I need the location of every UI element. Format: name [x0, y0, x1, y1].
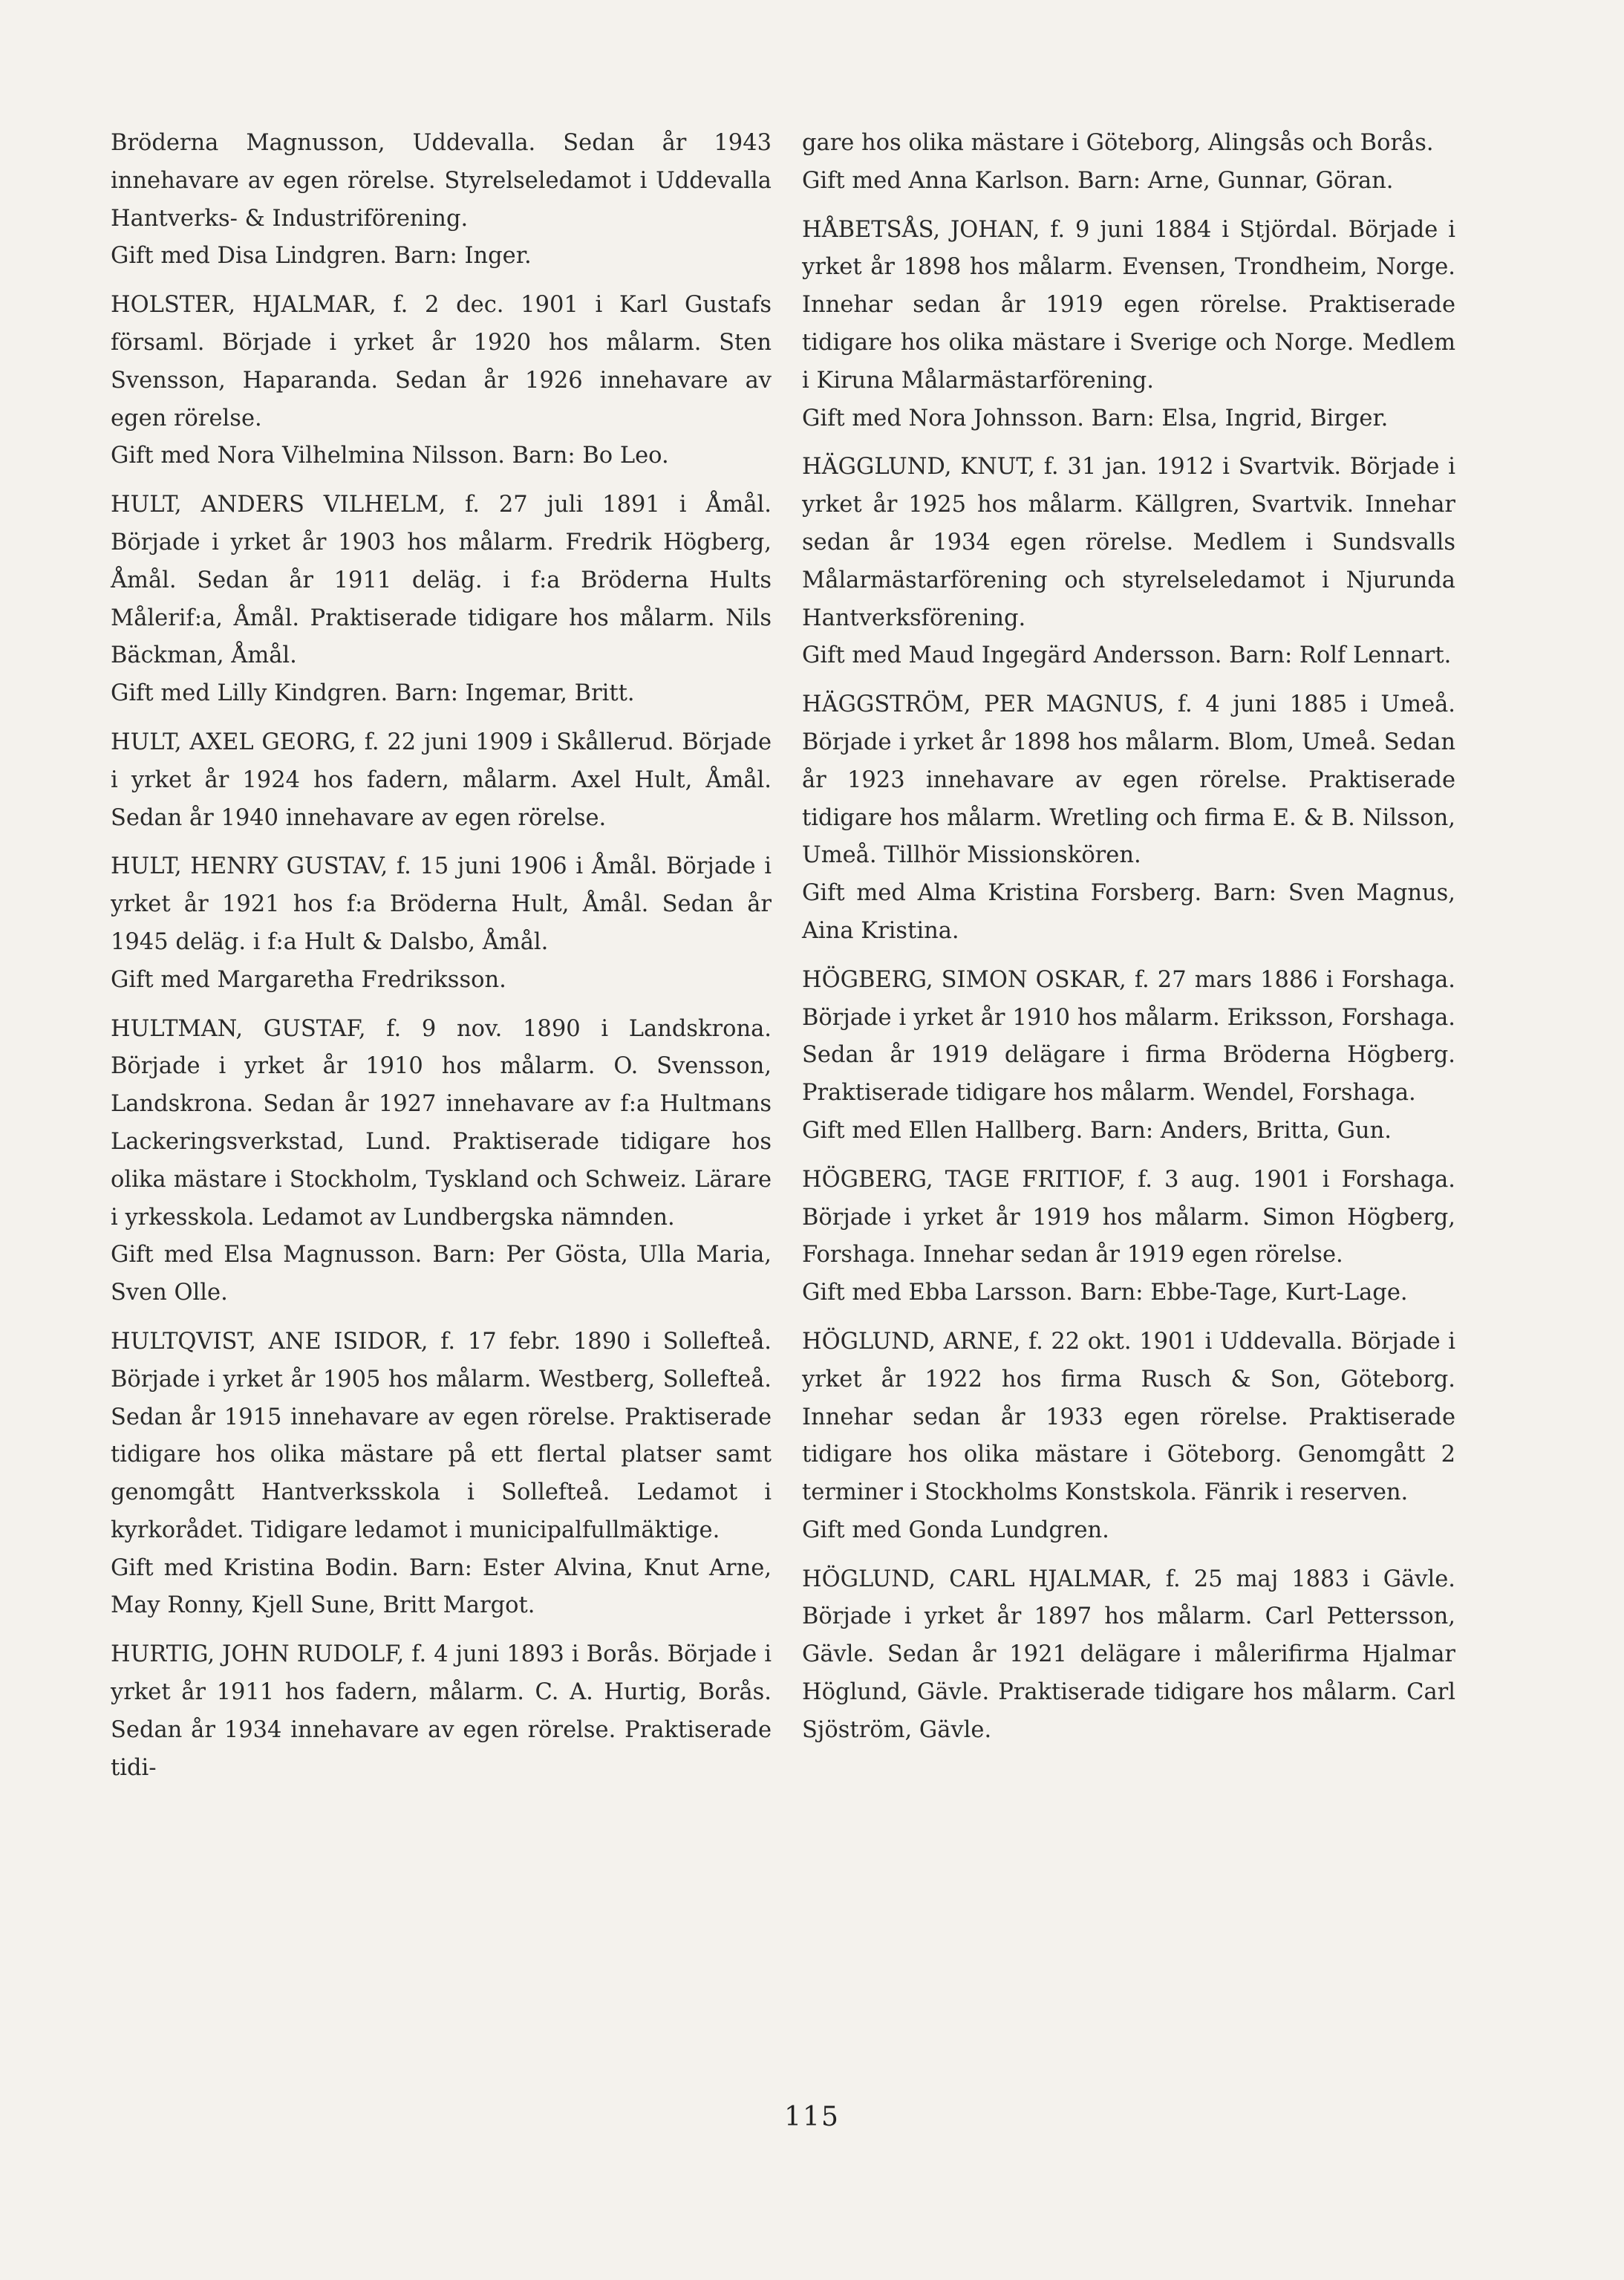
- entry-text: HÅBETSÅS, JOHAN, f. 9 juni 1884 i Stjördal. Började i yrket år 1898 hos målarm. Evensen, Trondheim, Norge. Innehar sedan år 1919 egen rörelse. Praktiserade tidigare hos olika mästare i Sverige och Norge. Medlem i Kiruna Målarmästarförening.: [802, 216, 1455, 394]
- right-column: [802, 125, 1455, 1761]
- entry-family: Gift med Lilly Kindgren. Barn: Ingemar, Britt.: [111, 680, 635, 707]
- entry-family: Gift med Disa Lindgren. Barn: Inger.: [111, 243, 532, 270]
- entry-family: Gift med Kristina Bodin. Barn: Ester Alvina, Knut Arne, May Ronny, Kjell Sune, Britt Margot.: [111, 1554, 772, 1619]
- entry: [111, 486, 772, 713]
- entry: [802, 686, 1455, 951]
- entry-text: HULTQVIST, ANE ISIDOR, f. 17 febr. 1890 i Sollefteå. Började i yrket år 1905 hos målarm. Westberg, Sollefteå. Sedan år 1915 innehavare av egen rörelse. Praktiserade tidigare hos olika mästare på ett flertal platser samt genomgått Hantverksskola i Sollefteå. Ledamot i kyrkorådet. Tidigare ledamot i municipalfullmäktige.: [111, 1328, 772, 1543]
- entry: [111, 1323, 772, 1625]
- entry: [111, 724, 772, 837]
- entry-text: HÖGLUND, CARL HJALMAR, f. 25 maj 1883 i Gävle. Började i yrket år 1897 hos målarm. Carl Pettersson, Gävle. Sedan år 1921 delägare i målerifirma Hjalmar Höglund, Gävle. Praktiserade tidigare hos målarm. Carl Sjöström, Gävle.: [802, 1566, 1455, 1743]
- entry: [111, 287, 772, 475]
- entry-family: Gift med Ellen Hallberg. Barn: Anders, Britta, Gun.: [802, 1117, 1392, 1144]
- entry-family: Gift med Margaretha Fredriksson.: [111, 966, 506, 993]
- entry-text: HÖGBERG, SIMON OSKAR, f. 27 mars 1886 i Forshaga. Började i yrket år 1910 hos målarm. Eriksson, Forshaga. Sedan år 1919 delägare i firma Bröderna Högberg. Praktiserade tidigare hos målarm. Wendel, Forshaga.: [802, 966, 1455, 1107]
- entry-text: gare hos olika mästare i Göteborg, Alingsås och Borås.: [802, 130, 1434, 156]
- entry: [802, 449, 1455, 675]
- entry-family: Gift med Maud Ingegärd Andersson. Barn: Rolf Lennart.: [802, 642, 1452, 669]
- entry: [802, 1162, 1455, 1312]
- entry: [111, 1011, 772, 1312]
- entry: [111, 125, 772, 276]
- entry-family: Gift med Ebba Larsson. Barn: Ebbe-Tage, Kurt-Lage.: [802, 1280, 1408, 1306]
- entry-text: HULT, AXEL GEORG, f. 22 juni 1909 i Skållerud. Började i yrket år 1924 hos fadern, målarm. Axel Hult, Åmål. Sedan år 1940 innehavare av egen rörelse.: [111, 729, 772, 831]
- left-column: [111, 125, 772, 1798]
- page-number: 115: [784, 2102, 840, 2132]
- entry-family: Gift med Elsa Magnusson. Barn: Per Gösta, Ulla Maria, Sven Olle.: [111, 1242, 772, 1306]
- entry-family: Gift med Anna Karlson. Barn: Arne, Gunnar, Göran.: [802, 167, 1394, 194]
- entry: [111, 1636, 772, 1787]
- entry-text: HÖGBERG, TAGE FRITIOF, f. 3 aug. 1901 i Forshaga. Började i yrket år 1919 hos målarm. Simon Högberg, Forshaga. Innehar sedan år 1919 egen rörelse.: [802, 1166, 1455, 1268]
- entry-text: Bröderna Magnusson, Uddevalla. Sedan år 1943 innehavare av egen rörelse. Styrelseledamot i Uddevalla Hantverks- & Industriförening.: [111, 130, 772, 232]
- entry-text: HULT, HENRY GUSTAV, f. 15 juni 1906 i Åmål. Började i yrket år 1921 hos f:a Bröderna Hult, Åmål. Sedan år 1945 deläg. i f:a Hult & Dalsbo, Åmål.: [111, 853, 772, 955]
- entry-text: HÖGLUND, ARNE, f. 22 okt. 1901 i Uddevalla. Började i yrket år 1922 hos firma Rusch & Son, Göteborg. Innehar sedan år 1933 egen rörelse. Praktiserade tidigare hos olika mästare i Göteborg. Genomgått 2 terminer i Stockholms Konstskola. Fänrik i reserven.: [802, 1328, 1455, 1506]
- entry-text: HURTIG, JOHN RUDOLF, f. 4 juni 1893 i Borås. Började i yrket år 1911 hos fadern, målarm. C. A. Hurtig, Borås. Sedan år 1934 innehavare av egen rörelse. Praktiserade tidi-: [111, 1641, 772, 1781]
- entry-family: Gift med Alma Kristina Forsberg. Barn: Sven Magnus, Aina Kristina.: [802, 880, 1455, 944]
- entry-text: HÄGGSTRÖM, PER MAGNUS, f. 4 juni 1885 i Umeå. Började i yrket år 1898 hos målarm. Blom, Umeå. Sedan år 1923 innehavare av egen rörelse. Praktiserade tidigare hos målarm. Wretling och firma E. & B. Nilsson, Umeå. Tillhör Missionskören.: [802, 691, 1455, 869]
- entry: [802, 962, 1455, 1150]
- entry: [802, 1323, 1455, 1550]
- entry: [802, 212, 1455, 438]
- entry-text: HOLSTER, HJALMAR, f. 2 dec. 1901 i Karl Gustafs församl. Började i yrket år 1920 hos målarm. Sten Svensson, Haparanda. Sedan år 1926 innehavare av egen rörelse.: [111, 292, 772, 431]
- entry-text: HULTMAN, GUSTAF, f. 9 nov. 1890 i Landskrona. Började i yrket år 1910 hos målarm. O. Svensson, Landskrona. Sedan år 1927 innehavare av f:a Hultmans Lackeringsverkstad, Lund. Praktiserade tidigare hos olika mästare i Stockholm, Tyskland och Schweiz. Lärare i yrkesskola. Ledamot av Lundbergska nämnden.: [111, 1015, 772, 1231]
- entry-text: HÄGGLUND, KNUT, f. 31 jan. 1912 i Svartvik. Började i yrket år 1925 hos målarm. Källgren, Svartvik. Innehar sedan år 1934 egen rörelse. Medlem i Sundsvalls Målarmästarförening och styrelseledamot i Njurunda Hantverksförening.: [802, 454, 1455, 631]
- entry-family: Gift med Gonda Lundgren.: [802, 1517, 1109, 1543]
- entry-text: HULT, ANDERS VILHELM, f. 27 juli 1891 i Åmål. Började i yrket år 1903 hos målarm. Fredrik Högberg, Åmål. Sedan år 1911 deläg. i f:a Bröderna Hults Målerif:a, Åmål. Praktiserade tidigare hos målarm. Nils Bäckman, Åmål.: [111, 492, 772, 669]
- entry: [802, 125, 1455, 201]
- entry-family: Gift med Nora Johnsson. Barn: Elsa, Ingrid, Birger.: [802, 405, 1389, 431]
- entry: [802, 1561, 1455, 1750]
- entry-family: Gift med Nora Vilhelmina Nilsson. Barn: Bo Leo.: [111, 443, 669, 469]
- entry: [111, 848, 772, 999]
